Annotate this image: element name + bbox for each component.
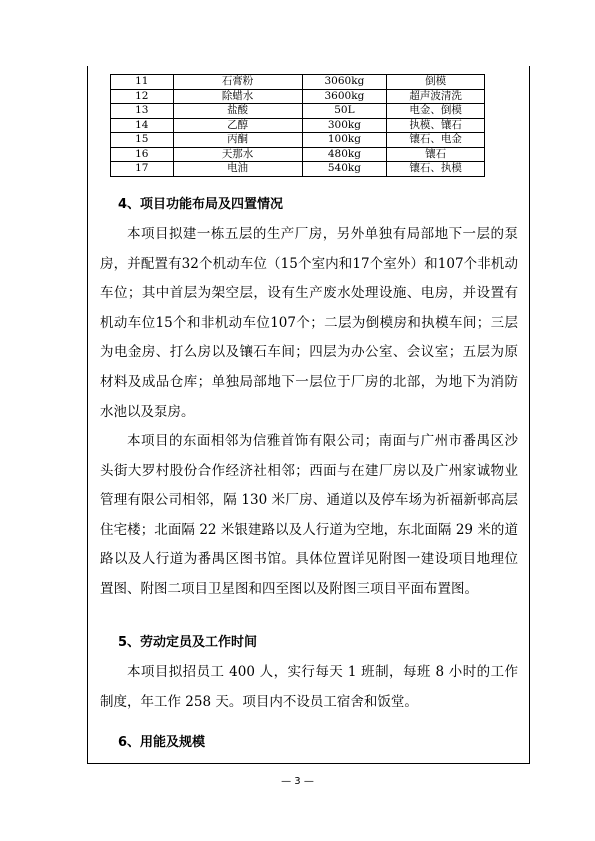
material-name: 乙醇: [173, 118, 302, 133]
material-name: 石膏粉: [173, 75, 302, 90]
annual-amount: 300kg: [302, 118, 387, 133]
section5-paragraph: 本项目拟招员工 400 人，实行每天 1 班制，每班 8 小时的工作制度，年工作 258 天。项目内不设员工宿舍和饭堂。: [100, 664, 518, 710]
annual-amount: 3060kg: [302, 75, 387, 90]
row-number: 15: [111, 133, 174, 148]
annual-amount: 540kg: [302, 162, 387, 177]
page-number: — 3 —: [281, 776, 314, 787]
usage-process: 电金、倒模: [387, 104, 485, 119]
material-name: 天那水: [173, 147, 302, 162]
usage-process: 超声波清洗: [387, 89, 485, 104]
annual-amount: 3600kg: [302, 89, 387, 104]
usage-process: 执模、镶石: [387, 118, 485, 133]
section5-heading: 5、劳动定员及工作时间: [118, 635, 258, 650]
material-name: 电油: [173, 162, 302, 177]
section6-heading: 6、用能及规模: [118, 735, 206, 750]
materials-table: [110, 74, 485, 177]
table-row: [111, 162, 485, 177]
row-number: 13: [111, 104, 174, 119]
annual-amount: 50L: [302, 104, 387, 119]
table-row: [111, 89, 485, 104]
usage-process: 镶石: [387, 147, 485, 162]
table-row: [111, 75, 485, 90]
section4-paragraph-1: 本项目拟建一栋五层的生产厂房，另外单独有局部地下一层的泵房，并配置有32个机动车位（15个室内和17个室外）和107个非机动车位；其中首层为架空层，设有生产废水处理设施、电房，并设置有机动车位15个和非机动车位107个；二层为倒模房和执模车间；三层为电金房、打么房以及镶石车间；四层为办公室、会议室；五层为原材料及成品仓库；单独局部地下一层位于厂房的北部，为地下为消防水池以及泵房。: [100, 226, 518, 420]
row-number: 17: [111, 162, 174, 177]
table-row: [111, 104, 485, 119]
row-number: 14: [111, 118, 174, 133]
usage-process: 倒模: [387, 75, 485, 90]
row-number: 12: [111, 89, 174, 104]
row-number: 11: [111, 75, 174, 90]
annual-amount: 100kg: [302, 133, 387, 148]
material-name: 除蜡水: [173, 89, 302, 104]
row-number: 16: [111, 147, 174, 162]
table-row: [111, 133, 485, 148]
usage-process: 镶石、电金: [387, 133, 485, 148]
annual-amount: 480kg: [302, 147, 387, 162]
table-row: [111, 118, 485, 133]
material-name: 盐酸: [173, 104, 302, 119]
section4-heading: 4、项目功能布局及四置情况: [118, 197, 284, 212]
material-name: 丙酮: [173, 133, 302, 148]
section4-paragraph-2: 本项目的东面相邻为信雅首饰有限公司；南面与广州市番禺区沙头街大罗村股份合作经济社相邻；西面与在建厂房以及广州家诚物业管理有限公司相邻，隔 130 米厂房、通道以及停车场为祈福新邨高层住宅楼；北面隔 22 米银建路以及人行道为空地，东北面隔 29 米的道路以及人行道为番禺区图书馆。具体位置详见附图一建设项目地理位置图、附图二项目卫星图和四至图以及附图三项目平面布置图。: [100, 433, 518, 597]
usage-process: 镶石、执模: [387, 162, 485, 177]
table-row: [111, 147, 485, 162]
